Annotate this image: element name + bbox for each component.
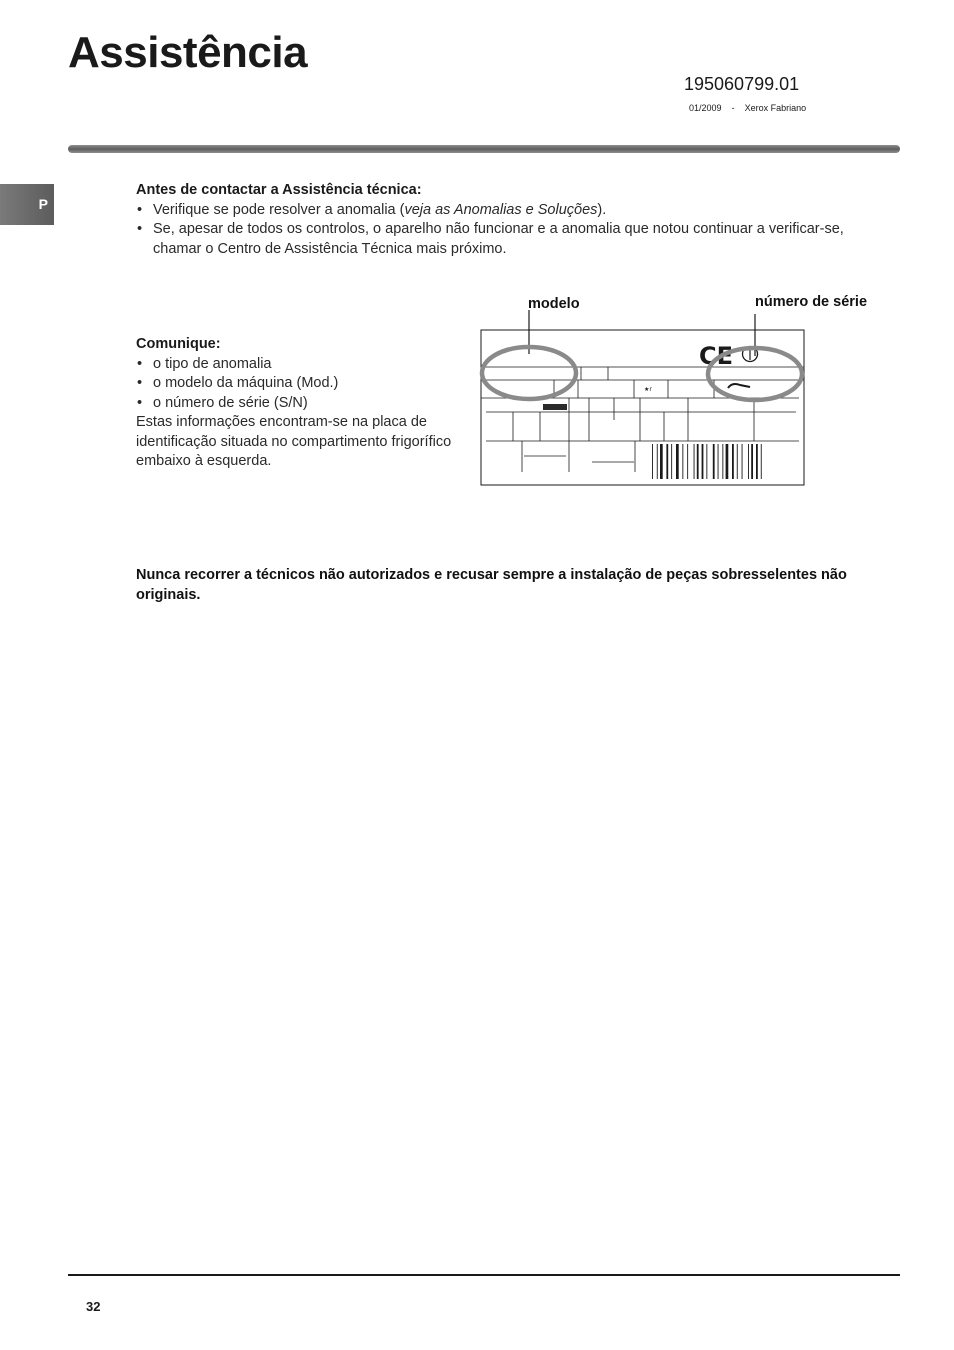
barcode-bar (682, 444, 683, 479)
barcode-bar (706, 444, 707, 479)
list-item (136, 355, 466, 375)
communicate-list (136, 355, 466, 414)
language-tab (0, 184, 54, 225)
communicate-item-model: o modelo da máquina (Mod.) (153, 375, 339, 391)
plate-small-symbol: ★r (644, 386, 652, 393)
document-print-info (689, 103, 806, 113)
bullet1-text: Verifique se pode resolver a anomalia ( (153, 201, 405, 218)
bullet2-text: Se, apesar de todos os controlos, o aparelho não funcionar e a anomalia que notou continuar a verificar-se, chamar o Centro de Assistência Técnica mais próximo. (153, 221, 844, 257)
barcode-bar (718, 444, 719, 479)
unauthorized-technicians-warning: Nunca recorrer a técnicos não autorizados e recusar sempre a instalação de peças sobresselentes não originais. (136, 567, 847, 603)
plate-ce-mark: CE (699, 342, 734, 370)
barcode-bar (694, 444, 695, 479)
print-date: 01/2009 (689, 103, 722, 113)
plate-grid (481, 367, 804, 472)
barcode-bar (726, 444, 729, 479)
barcode-bar (737, 444, 738, 479)
list-item (136, 394, 466, 414)
barcode-bar (732, 444, 734, 479)
list-item (136, 201, 886, 221)
rating-plate-location-text: Estas informações encontram-se na placa de identificação situada no compartimento frigorífico embaixo à esquerda. (136, 414, 452, 469)
barcode-bar (666, 444, 668, 479)
serial-callout-label: número de série (755, 294, 868, 310)
barcode-bar (761, 444, 762, 479)
energy-label-box (543, 404, 567, 410)
list-item (136, 374, 466, 394)
barcode-bar (722, 444, 723, 479)
model-highlight-ellipse (482, 347, 576, 399)
page-number: 32 (86, 1299, 101, 1314)
barcode-bar (702, 444, 704, 479)
before-contacting-heading: Antes de contactar a Assistência técnica: (136, 182, 422, 198)
communicate-heading: Comunique: (136, 336, 221, 352)
barcode-bar (676, 444, 679, 479)
page-title: Assistência (68, 28, 308, 77)
barcode-bar (652, 444, 653, 479)
print-separator: - (731, 103, 735, 113)
rating-plate-illustration (466, 310, 816, 500)
barcode-bar (713, 444, 715, 479)
footer-divider (68, 1274, 900, 1276)
barcode-bar (660, 444, 663, 479)
barcode-bar (751, 444, 753, 479)
barcode-bar (697, 444, 699, 479)
communicate-item-fault: o tipo de anomalia (153, 355, 272, 372)
before-contacting-list (136, 201, 886, 260)
bullet1-end: ). (597, 201, 607, 218)
barcode-bar (671, 444, 672, 479)
communicate-section (136, 335, 466, 472)
troubleshooting-reference: veja as Anomalias e Soluções (404, 201, 598, 218)
printer-name: Xerox Fabriano (744, 103, 807, 113)
plate-refrigerant-icon (728, 384, 750, 388)
barcode-bar (748, 444, 749, 479)
document-code: 195060799.01 (684, 74, 800, 94)
barcode-bar (687, 444, 688, 479)
header-divider (68, 145, 900, 153)
barcode-bar (742, 444, 743, 479)
model-callout-label: modelo (528, 296, 580, 312)
barcode-bar (657, 444, 658, 479)
barcode (652, 444, 762, 479)
language-tab-label: P (38, 196, 48, 212)
before-contacting-section (136, 181, 886, 259)
list-item (136, 220, 886, 259)
barcode-bar (756, 444, 758, 479)
communicate-item-serial: o número de série (S/N) (153, 394, 308, 411)
